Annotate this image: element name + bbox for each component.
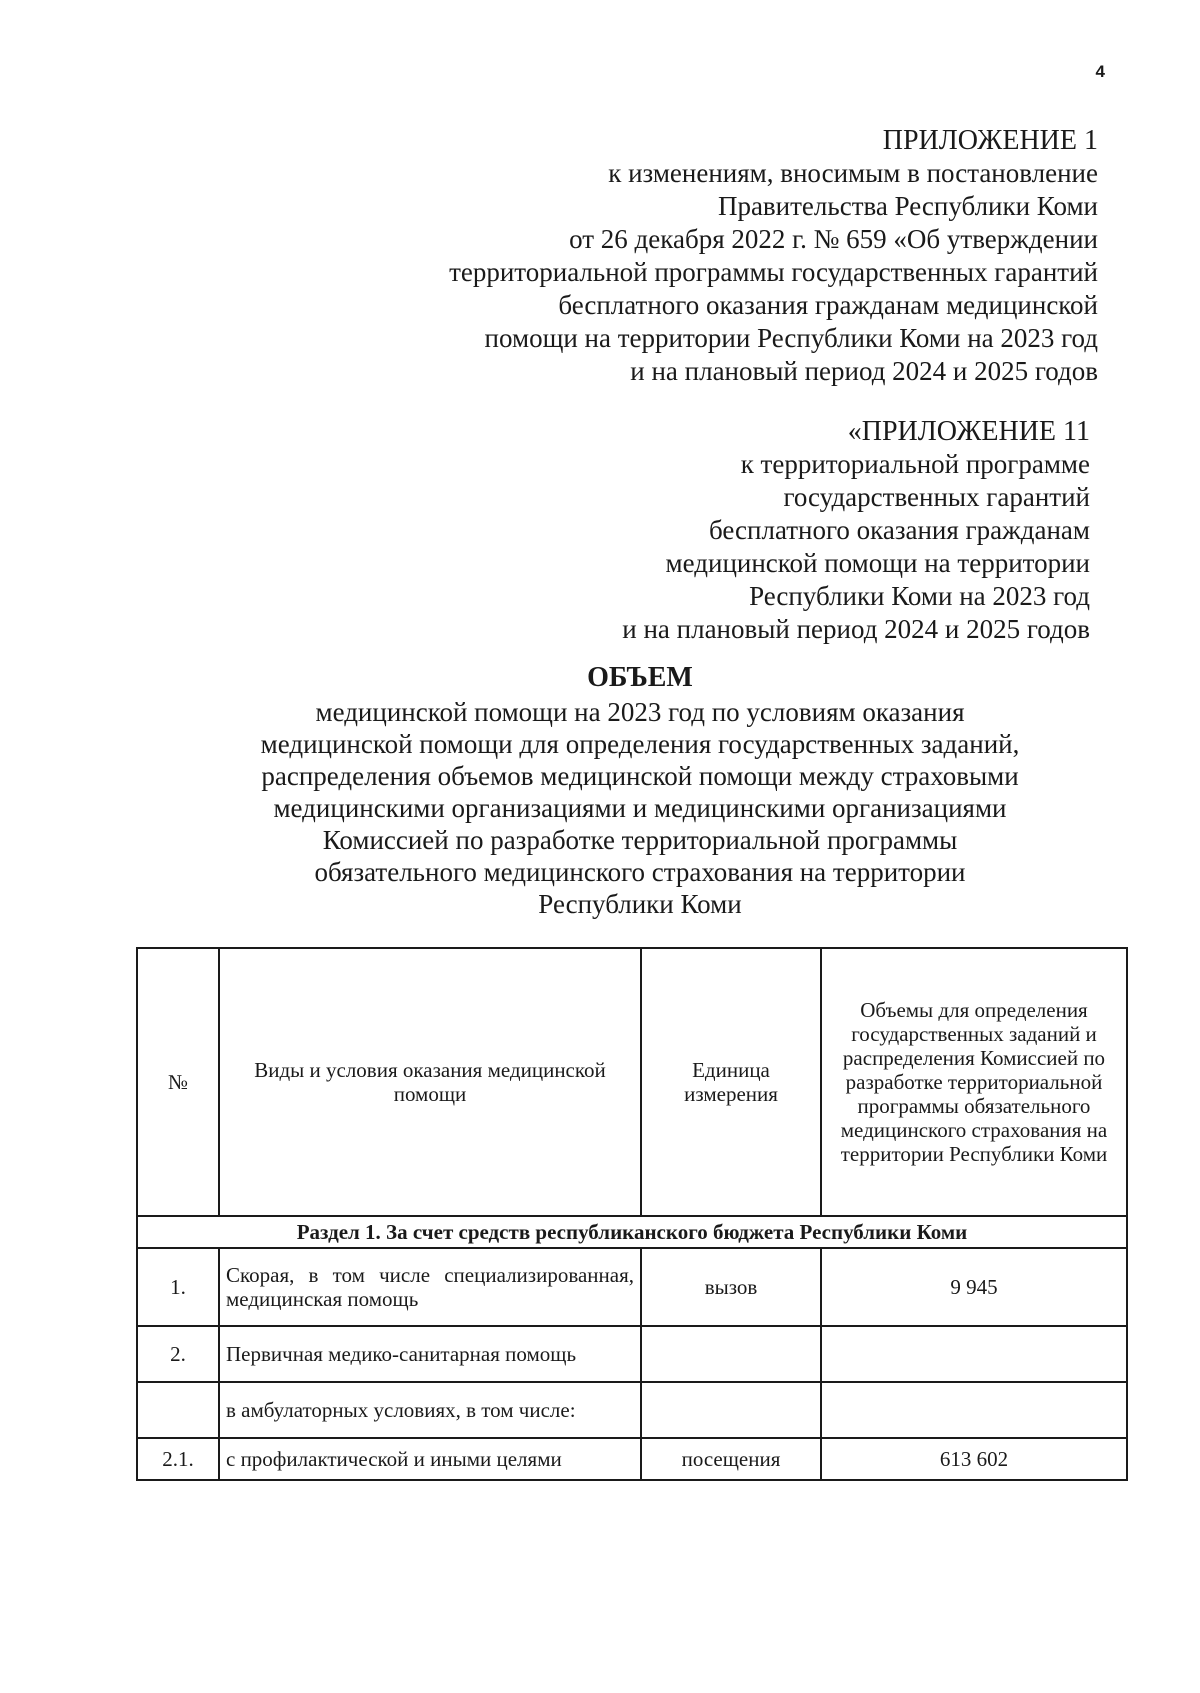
document-title (150, 660, 1130, 920)
cell-volume: 613 602 (821, 1438, 1127, 1480)
cell-type: с профилактической и иными целями (219, 1438, 641, 1480)
header-unit: Единица измерения (641, 948, 821, 1216)
appendix-11-title: «ПРИЛОЖЕНИЕ 11 (847, 416, 1090, 447)
cell-unit (641, 1382, 821, 1438)
appendix-11-line: к территориальной программе (740, 449, 1090, 479)
title-line: медицинской помощи для определения государственных заданий, (260, 729, 1020, 759)
cell-type: в амбулаторных условиях, в том числе: (219, 1382, 641, 1438)
cell-type: Первичная медико-санитарная помощь (219, 1326, 641, 1382)
cell-unit (641, 1326, 821, 1382)
appendix-1-line: территориальной программы государственных гарантий (449, 257, 1098, 287)
page-number: 4 (1095, 62, 1105, 81)
title-line: медицинскими организациями и медицинскими организациями (273, 793, 1007, 823)
table-row (137, 1382, 1127, 1438)
section-1-title: Раздел 1. За счет средств республиканского бюджета Республики Коми (137, 1216, 1127, 1248)
appendix-1-title: ПРИЛОЖЕНИЕ 1 (882, 125, 1098, 156)
appendix-11-header (622, 415, 1090, 646)
cell-num: 2.1. (137, 1438, 219, 1480)
cell-unit: вызов (641, 1248, 821, 1326)
appendix-1-line: бесплатного оказания гражданам медицинской (558, 290, 1098, 320)
title-line: Комиссией по разработке территориальной программы (322, 825, 958, 855)
appendix-1-header (449, 124, 1098, 388)
volume-table (136, 947, 1128, 1481)
appendix-1-line: к изменениям, вносимым в постановление (608, 158, 1098, 188)
cell-volume (821, 1382, 1127, 1438)
appendix-1-line: помощи на территории Республики Коми на 2023 год (484, 323, 1098, 353)
cell-num: 2. (137, 1326, 219, 1382)
cell-type: Скорая, в том числе специализированная, медицинская помощь (219, 1248, 641, 1326)
header-num: № (137, 948, 219, 1216)
title-line: распределения объемов медицинской помощи между страховыми (261, 761, 1019, 791)
cell-num: 1. (137, 1248, 219, 1326)
table-row (137, 1438, 1127, 1480)
table-row (137, 1326, 1127, 1382)
appendix-11-line: бесплатного оказания гражданам (709, 515, 1090, 545)
header-volume: Объемы для определения государственных заданий и распределения Комиссией по разработке территориальной программы обязательного медицинского страхования на территории Республики Коми (821, 948, 1127, 1216)
appendix-11-line: и на плановый период 2024 и 2025 годов (622, 614, 1090, 644)
appendix-11-line: Республики Коми на 2023 год (749, 581, 1090, 611)
section-row (137, 1216, 1127, 1248)
appendix-11-line: медицинской помощи на территории (665, 548, 1090, 578)
table-row (137, 1248, 1127, 1326)
cell-num (137, 1382, 219, 1438)
title-line: Республики Коми (538, 889, 742, 919)
cell-volume (821, 1326, 1127, 1382)
appendix-1-line: от 26 декабря 2022 г. № 659 «Об утверждении (569, 224, 1098, 254)
appendix-1-line: и на плановый период 2024 и 2025 годов (630, 356, 1098, 386)
cell-unit: посещения (641, 1438, 821, 1480)
header-type: Виды и условия оказания медицинской помощи (219, 948, 641, 1216)
title-line: медицинской помощи на 2023 год по условиям оказания (315, 697, 965, 727)
title-line: обязательного медицинского страхования на территории (314, 857, 966, 887)
title-main: ОБЪЕМ (587, 662, 693, 693)
appendix-11-line: государственных гарантий (783, 482, 1090, 512)
table-header-row (137, 948, 1127, 1216)
appendix-1-line: Правительства Республики Коми (717, 191, 1098, 221)
cell-volume: 9 945 (821, 1248, 1127, 1326)
